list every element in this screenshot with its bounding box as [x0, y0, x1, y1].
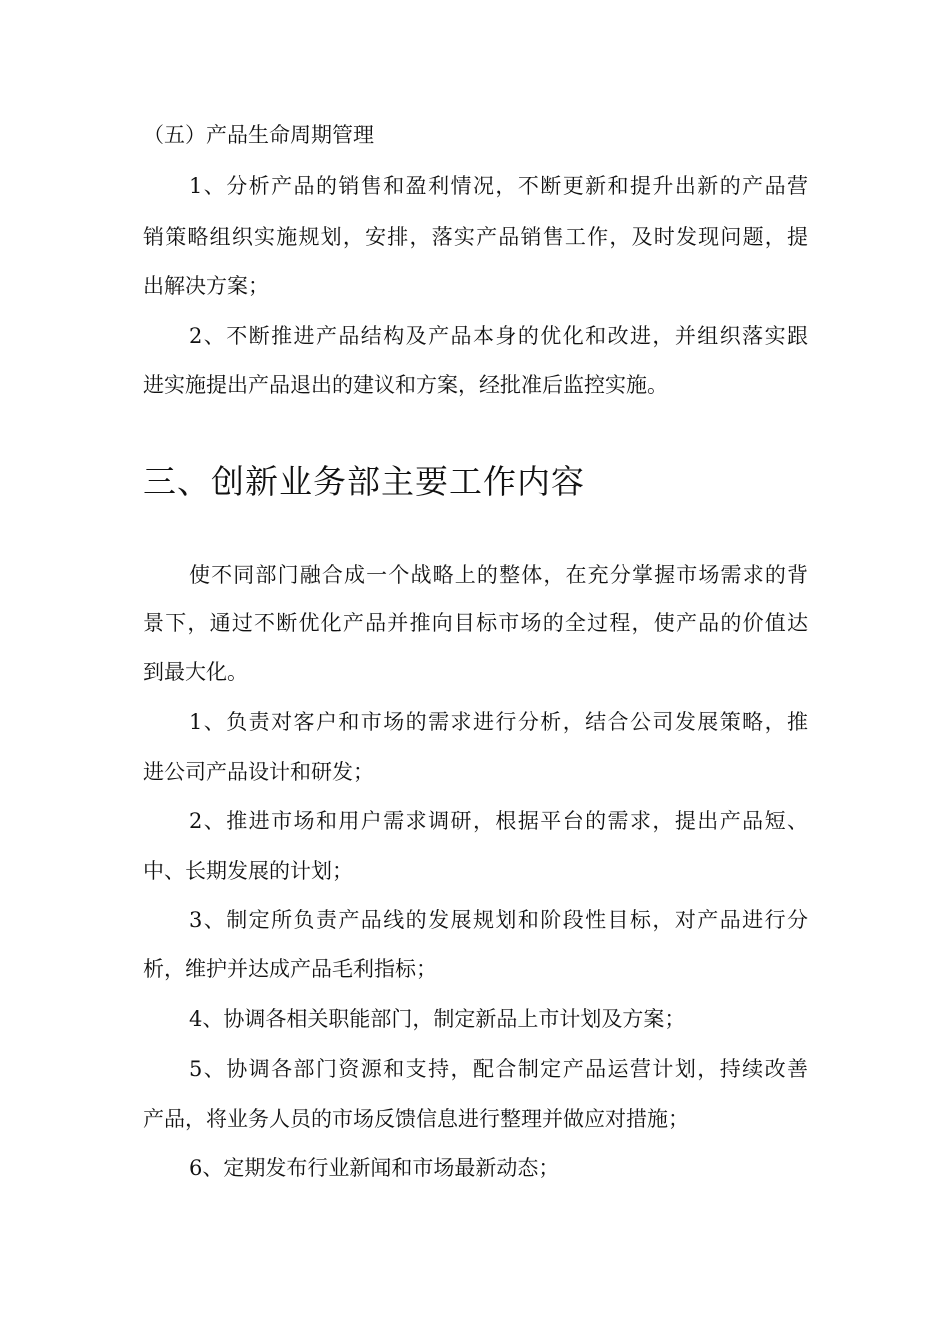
paragraph-line: 4、协调各相关职能部门，制定新品上市计划及方案；: [189, 1007, 686, 1031]
paragraph-line: 景下，通过不断优化产品并推向目标市场的全过程，使产品的价值达: [143, 611, 808, 635]
paragraph-line: 进实施提出产品退出的建议和方案，经批准后监控实施。: [143, 373, 668, 397]
paragraph-line: 销策略组织实施规划，安排，落实产品销售工作，及时发现问题，提: [143, 225, 808, 249]
paragraph-line: 到最大化。: [143, 660, 248, 684]
paragraph-line: 进公司产品设计和研发；: [143, 760, 374, 784]
paragraph-line: 6、定期发布行业新闻和市场最新动态；: [189, 1156, 560, 1180]
paragraph-line: 出解决方案；: [143, 274, 269, 298]
paragraph-line: 2、推进市场和用户需求调研，根据平台的需求，提出产品短、: [189, 809, 808, 833]
paragraph-line: 1、负责对客户和市场的需求进行分析，结合公司发展策略，推: [189, 710, 808, 734]
paragraph-line: 5、协调各部门资源和支持，配合制定产品运营计划，持续改善: [189, 1057, 808, 1081]
paragraph-line: 产品，将业务人员的市场反馈信息进行整理并做应对措施；: [143, 1107, 689, 1131]
paragraph-line: 析，维护并达成产品毛利指标；: [143, 957, 437, 981]
section-title: （五）产品生命周期管理: [143, 123, 374, 147]
chapter-heading: 三、创新业务部主要工作内容: [143, 462, 585, 501]
paragraph-line: 使不同部门融合成一个战略上的整体，在充分掌握市场需求的背: [189, 563, 808, 587]
paragraph-line: 中、长期发展的计划；: [143, 859, 353, 883]
paragraph-line: 2、不断推进产品结构及产品本身的优化和改进，并组织落实跟: [189, 324, 808, 348]
paragraph-line: 1、分析产品的销售和盈利情况，不断更新和提升出新的产品营: [189, 174, 808, 198]
paragraph-line: 3、制定所负责产品线的发展规划和阶段性目标，对产品进行分: [189, 908, 808, 932]
